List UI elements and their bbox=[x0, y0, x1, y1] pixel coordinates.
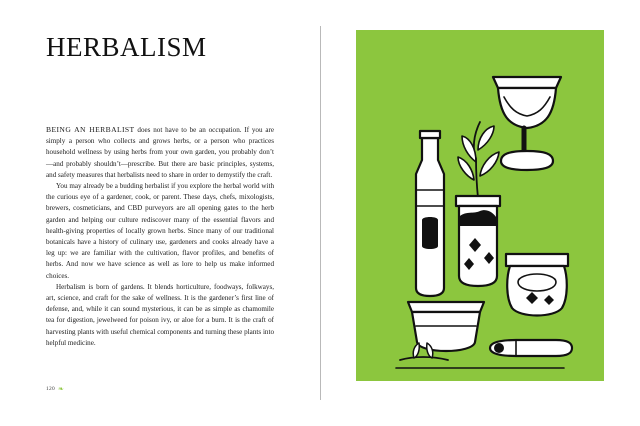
lead-in-smallcaps: BEING AN HERBALIST bbox=[46, 125, 135, 134]
folio-number: 120 bbox=[46, 386, 55, 392]
paragraph-1 bbox=[46, 124, 274, 181]
goblet-shape bbox=[493, 77, 561, 170]
body-text-column bbox=[46, 124, 274, 349]
tall-plant-jar bbox=[456, 122, 500, 286]
leaf-ornament-icon: ❧ bbox=[58, 385, 65, 393]
round-lidded-jar bbox=[506, 254, 568, 316]
herbal-still-life-illustration bbox=[356, 30, 604, 381]
right-page bbox=[320, 0, 640, 426]
tall-bottle bbox=[416, 131, 444, 296]
page-title: HERBALISM bbox=[46, 32, 207, 62]
pestle-tool bbox=[490, 340, 572, 356]
folio bbox=[46, 385, 64, 392]
illustration-panel bbox=[356, 30, 604, 381]
paragraph-1-text: does not have to be an occupation. If you are simply a person who collects and grows herbs, or a person who practices household wellness by using herbs from your own garden, you probably don’t—and probably shouldn’t—prescribe. But there are basic principles, systems, and safety measures that herbalists need to share in order to demystify the craft. bbox=[46, 126, 274, 179]
paragraph-2: You may already be a budding herbalist if you explore the herbal world with the curious eye of a gardener, cook, or parent. These days, chefs, mixologists, brewers, cosmeticians, and CBD purveyors are all opening gates to the herb garden and helping our culture rediscover many of the essential flavors and health-giving properties of locally grown herbs. Since many of our traditional botanicals have a history of culinary use, gardeners and cooks already have a leg up: we are familiar with the cultivation, flavor profiles, and benefits of herbs. And now we have science as well as lore to help us make informed choices. bbox=[46, 182, 274, 280]
paragraph-3: Herbalism is born of gardens. It blends horticulture, foodways, folkways, art, science, and craft for the sake of wellness. It is the gardener’s first line of defense, and, while it can sound mysterious, it can be as simple as chamomile tea for digestion, jewelweed for poison ivy, or aloe for a burn. It is the craft of harvesting plants with useful chemical components and turning these plants into helpful medicine. bbox=[46, 282, 274, 347]
